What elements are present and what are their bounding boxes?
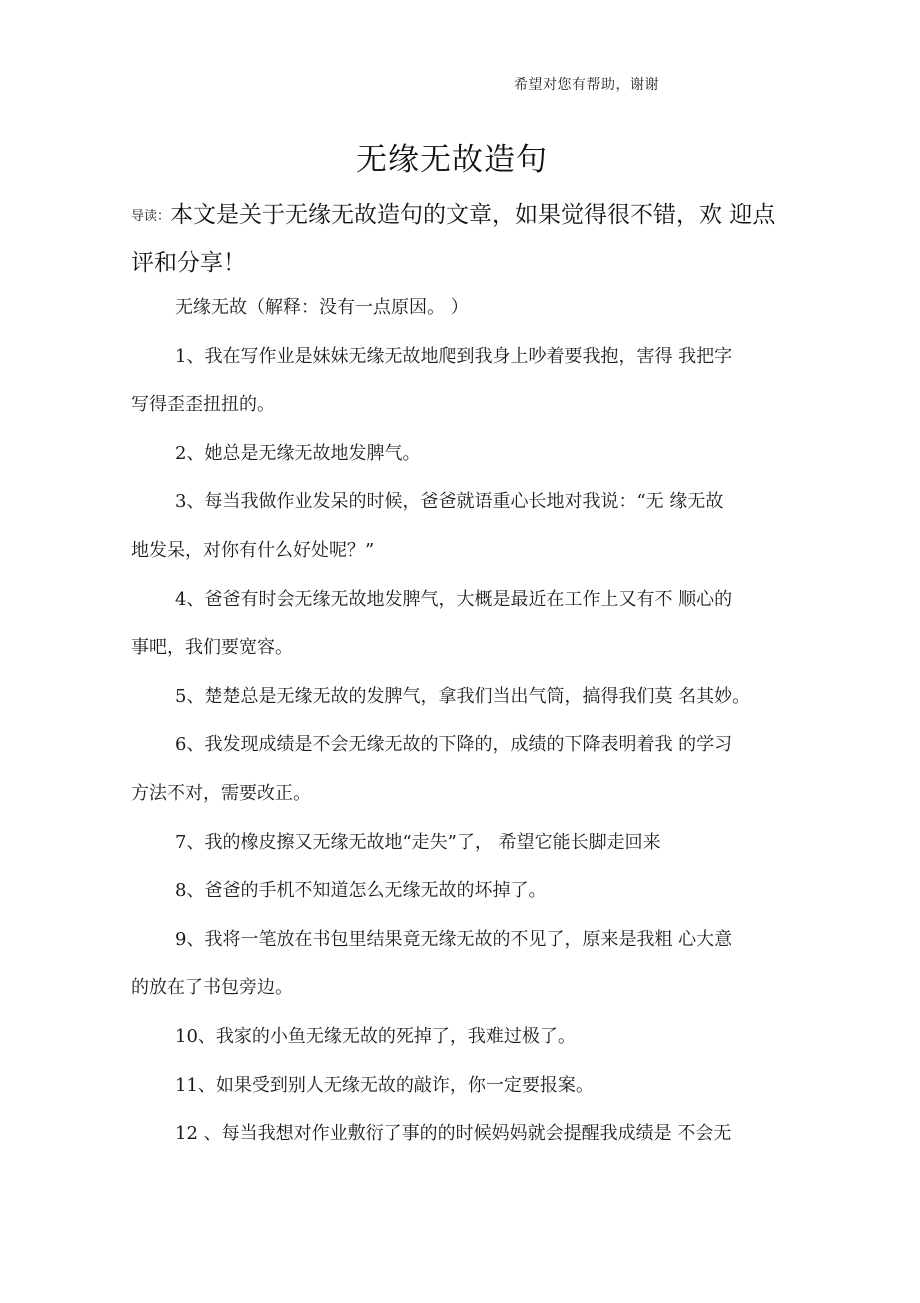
intro-lead-label: 导读：	[131, 209, 171, 224]
document-title: 无缘无故造句	[356, 142, 548, 178]
intro-paragraph	[131, 192, 781, 286]
text-line: 8、爸爸的手机不知道怎么无缘无故的坏掉了。	[175, 880, 547, 902]
text-line: 方法不对，需要改正。	[131, 782, 311, 804]
text-line: 写得歪歪扭扭的。	[131, 394, 275, 416]
text-line: 4、爸爸有时会无缘无故地发脾气，大概是最近在工作上又有不 顺心的	[175, 588, 733, 610]
text-line: 11、如果受到别人无缘无故的敲诈，你一定要报案。	[175, 1074, 594, 1096]
text-line: 6、我发现成绩是不会无缘无故的下降的，成绩的下降表明着我 的学习	[175, 734, 733, 756]
text-line: 1、我在写作业是妹妹无缘无故地爬到我身上吵着要我抱，害得 我把字	[175, 345, 733, 367]
text-line: 无缘无故（解释：没有一点原因。 ）	[175, 297, 469, 318]
text-line: 2、她总是无缘无故地发脾气。	[175, 442, 421, 464]
text-line: 9、我将一笔放在书包里结果竟无缘无故的不见了，原来是我粗 心大意	[175, 928, 733, 950]
text-line: 5、楚楚总是无缘无故的发脾气，拿我们当出气筒，搞得我们莫 名其妙。	[175, 685, 751, 707]
text-line: 的放在了书包旁边。	[131, 977, 293, 999]
text-line: 12 、每当我想对作业敷衍了事的的时候妈妈就会提醒我成绩是 不会无	[175, 1123, 732, 1145]
text-line: 10、我家的小鱼无缘无故的死掉了，我难过极了。	[175, 1025, 576, 1047]
intro-text: 本文是关于无缘无故造句的文章，如果觉得很不错，欢 迎点评和分享！	[131, 202, 776, 276]
text-line: 地发呆，对你有什么好处呢？”	[131, 539, 375, 561]
header-note: 希望对您有帮助，谢谢	[514, 77, 659, 93]
text-line: 3、每当我做作业发呆的时候，爸爸就语重心长地对我说：“无 缘无故	[175, 491, 724, 513]
text-line: 7、我的橡皮擦又无缘无故地“走失”了， 希望它能长脚走回来	[175, 831, 661, 853]
text-line: 事吧，我们要宽容。	[131, 637, 293, 659]
document-body	[131, 290, 791, 1165]
